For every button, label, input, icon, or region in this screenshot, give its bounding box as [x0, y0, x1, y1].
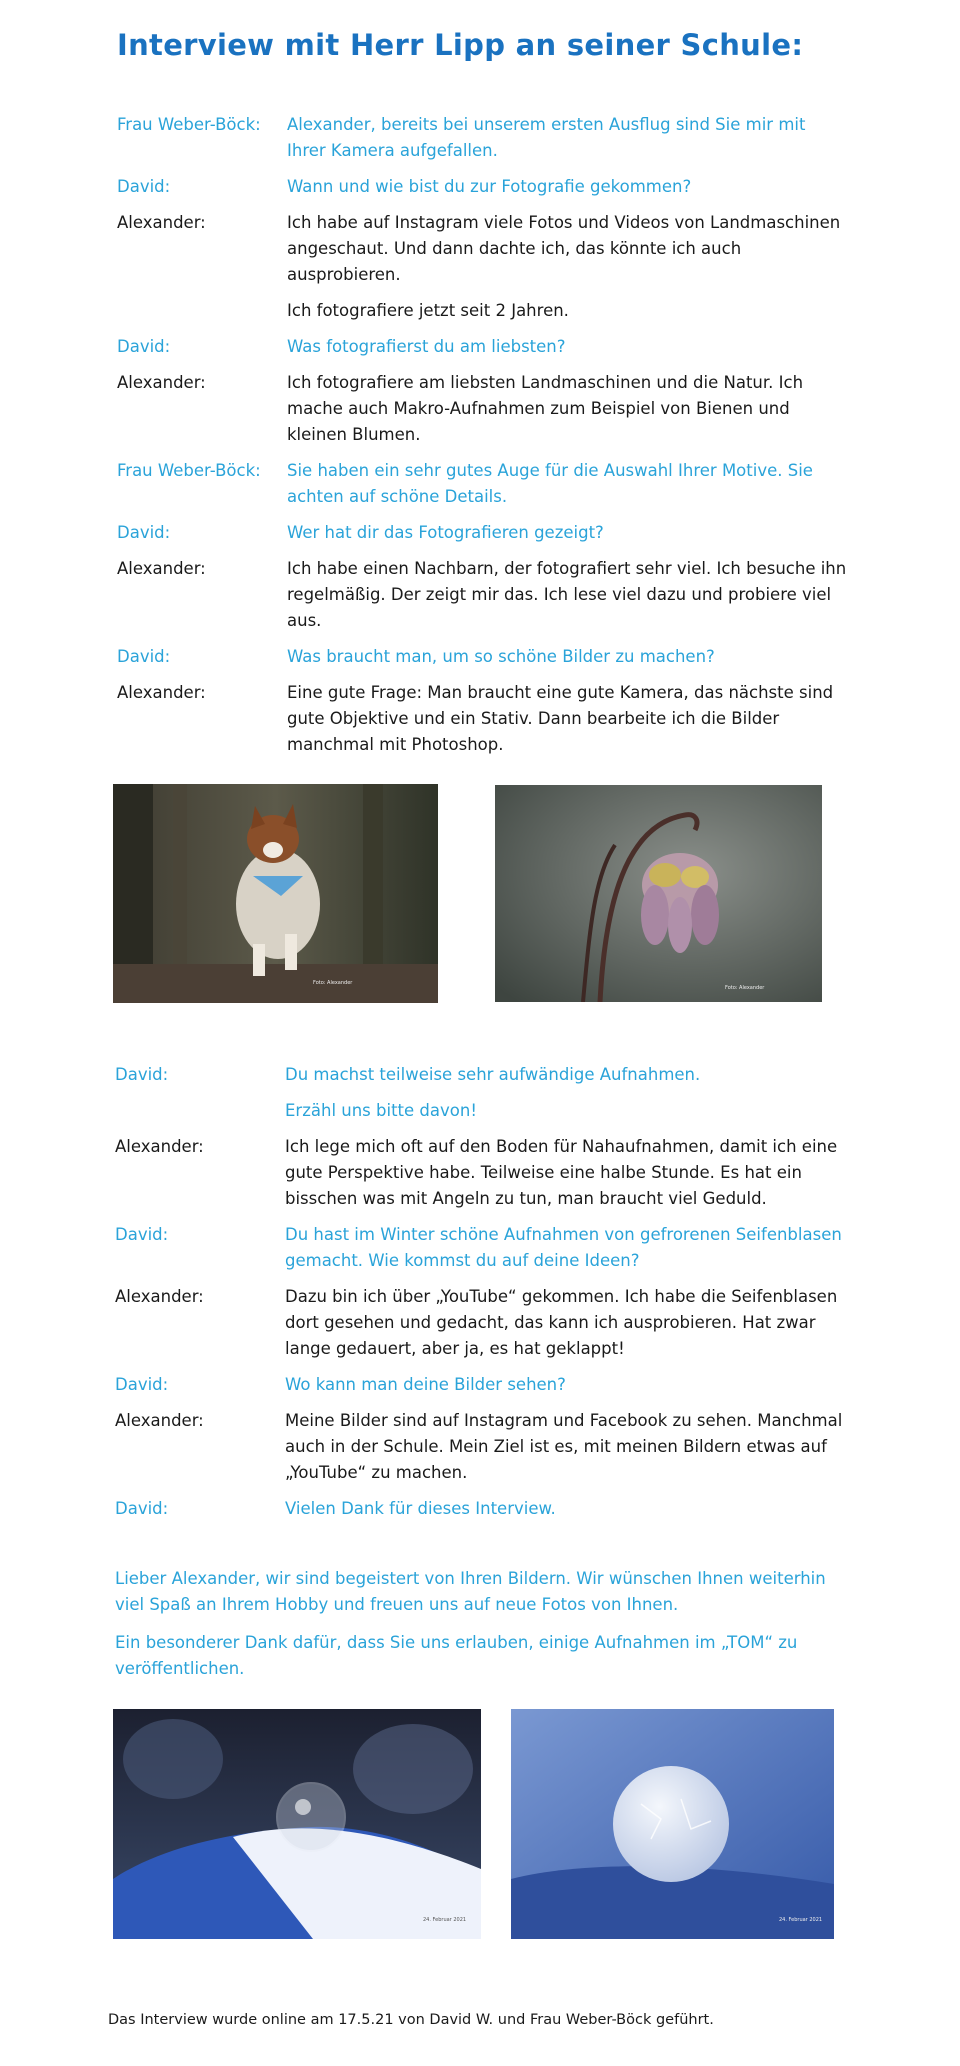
interview-row: [115, 1098, 855, 1124]
speaker-text: Meine Bilder sind auf Instagram und Facebook zu sehen. Manchmal auch in der Schule. Mein Ziel ist es, mit meinen Bildern etwas auf „YouTube“ zu machen.: [285, 1411, 843, 1482]
interview-row: [117, 680, 857, 758]
speaker-text: Ich fotografiere jetzt seit 2 Jahren.: [287, 301, 569, 320]
speaker-text: Wo kann man deine Bilder sehen?: [285, 1375, 566, 1394]
speaker-label: David:: [115, 1225, 169, 1244]
interview-row: [115, 1134, 855, 1212]
interview-row: [115, 1372, 855, 1398]
speaker-text: Was fotografierst du am liebsten?: [287, 337, 566, 356]
speaker-text: Ich habe auf Instagram viele Fotos und Videos von Landmaschinen angeschaut. Und dann dachte ich, das könnte ich auch ausprobieren.: [287, 213, 841, 284]
photo-credit: 24. Februar 2021: [423, 1917, 467, 1923]
speaker-label: Frau Weber-Böck:: [117, 115, 261, 134]
photo-credit: Foto: Alexander: [313, 980, 353, 986]
frozen-bubble-snow-photo: [113, 1709, 481, 1939]
speaker-label: David:: [117, 177, 171, 196]
interview-row: [117, 644, 857, 670]
closing-paragraph: Ein besonderer Dank dafür, dass Sie uns erlauben, einige Aufnahmen im „TOM“ zu veröffentlichen.: [115, 1633, 798, 1678]
speaker-label: David:: [117, 647, 171, 666]
footer-note: Das Interview wurde online am 17.5.21 von David W. und Frau Weber-Böck geführt.: [108, 2012, 714, 2028]
closing-paragraph: Lieber Alexander, wir sind begeistert von Ihren Bildern. Wir wünschen Ihnen weiterhin viel Spaß an Ihrem Hobby und freuen uns auf neue Fotos von Ihnen.: [115, 1569, 826, 1614]
page-title: Interview mit Herr Lipp an seiner Schule:: [117, 28, 804, 62]
speaker-label: Alexander:: [115, 1137, 204, 1156]
interview-row: [117, 556, 857, 634]
interview-row: [117, 520, 857, 546]
speaker-text: Du machst teilweise sehr aufwändige Aufnahmen.: [285, 1065, 701, 1084]
speaker-label: Alexander:: [117, 213, 206, 232]
speaker-label: Alexander:: [115, 1287, 204, 1306]
speaker-text: Sie haben ein sehr gutes Auge für die Auswahl Ihrer Motive. Sie achten auf schöne Details.: [287, 461, 813, 506]
interview-row: [117, 298, 857, 324]
interview-row: [115, 1062, 855, 1088]
dog-photo: [113, 784, 438, 1003]
interview-row: [117, 174, 857, 200]
frozen-bubble-blue-photo: [511, 1709, 834, 1939]
speaker-text: Ich fotografiere am liebsten Landmaschinen und die Natur. Ich mache auch Makro-Aufnahmen zum Beispiel von Bienen und kleinen Blumen.: [287, 373, 804, 444]
interview-section-1: [117, 112, 857, 768]
speaker-label: Alexander:: [117, 373, 206, 392]
interview-row: [115, 1284, 855, 1362]
speaker-label: David:: [115, 1499, 169, 1518]
speaker-label: David:: [117, 337, 171, 356]
photo-credit: 24. Februar 2021: [779, 1917, 823, 1923]
interview-row: [117, 370, 857, 448]
interview-row: [115, 1496, 855, 1522]
speaker-label: Alexander:: [117, 683, 206, 702]
speaker-text: Ich habe einen Nachbarn, der fotografiert sehr viel. Ich besuche ihn regelmäßig. Der zeigt mir das. Ich lese viel dazu und probiere viel aus.: [287, 559, 847, 630]
speaker-text: Ich lege mich oft auf den Boden für Nahaufnahmen, damit ich eine gute Perspektive habe. Teilweise eine halbe Stunde. Es hat ein bisschen was mit Angeln zu tun, man braucht viel Geduld.: [285, 1137, 838, 1208]
speaker-text: Dazu bin ich über „YouTube“ gekommen. Ich habe die Seifenblasen dort gesehen und gedacht, das kann ich ausprobieren. Hat zwar lange gedauert, aber ja, es hat geklappt!: [285, 1287, 838, 1358]
interview-section-2: [115, 1062, 855, 1532]
flower-photo: [495, 785, 822, 1002]
speaker-label: David:: [117, 523, 171, 542]
interview-row: [117, 334, 857, 360]
speaker-text: Du hast im Winter schöne Aufnahmen von gefrorenen Seifenblasen gemacht. Wie kommst du auf deine Ideen?: [285, 1225, 842, 1270]
speaker-label: Alexander:: [117, 559, 206, 578]
speaker-label: [117, 298, 287, 324]
interview-row: [117, 458, 857, 510]
interview-row: [115, 1408, 855, 1486]
speaker-text: Eine gute Frage: Man braucht eine gute Kamera, das nächste sind gute Objektive und ein Stativ. Dann bearbeite ich die Bilder manchmal mit Photoshop.: [287, 683, 834, 754]
speaker-text: Was braucht man, um so schöne Bilder zu machen?: [287, 647, 715, 666]
interview-row: [115, 1222, 855, 1274]
speaker-text: Wer hat dir das Fotografieren gezeigt?: [287, 523, 604, 542]
speaker-label: [115, 1098, 285, 1124]
speaker-label: David:: [115, 1375, 169, 1394]
interview-row: [117, 210, 857, 288]
speaker-label: Alexander:: [115, 1411, 204, 1430]
interview-row: [117, 112, 857, 164]
speaker-text: Erzähl uns bitte davon!: [285, 1101, 477, 1120]
speaker-label: David:: [115, 1065, 169, 1084]
photo-credit: Foto: Alexander: [725, 985, 765, 991]
speaker-text: Vielen Dank für dieses Interview.: [285, 1499, 556, 1518]
closing-remarks: [115, 1566, 855, 1694]
speaker-text: Wann und wie bist du zur Fotografie gekommen?: [287, 177, 692, 196]
speaker-text: Alexander, bereits bei unserem ersten Ausflug sind Sie mir mit Ihrer Kamera aufgefallen.: [287, 115, 806, 160]
speaker-label: Frau Weber-Böck:: [117, 461, 261, 480]
